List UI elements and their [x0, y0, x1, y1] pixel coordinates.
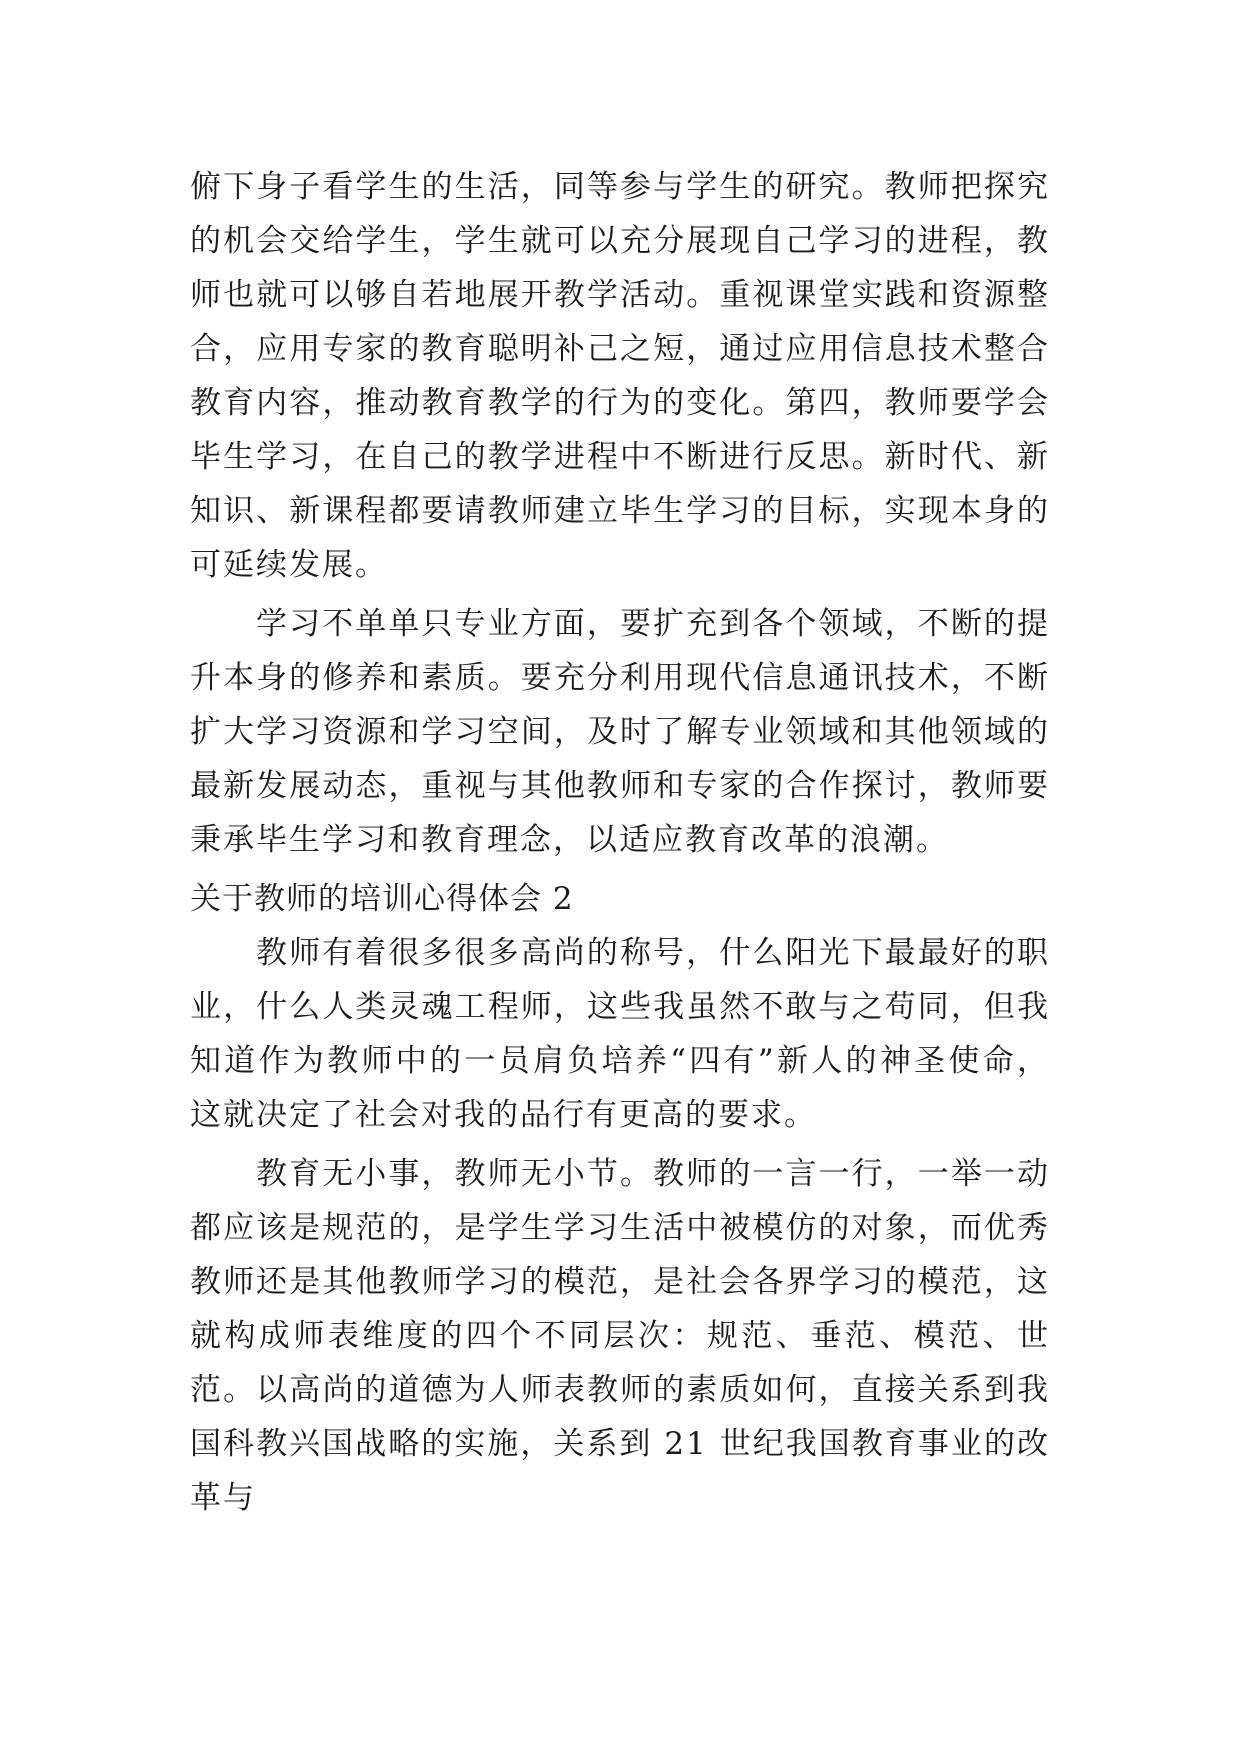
document-body	[190, 160, 1050, 1530]
paragraph-2: 学习不单单只专业方面，要扩充到各个领域，不断的提升本身的修养和素质。要充分利用现代信息通讯技术，不断扩大学习资源和学习空间，及时了解专业领域和其他领域的最新发展动态，重视与其他教师和专家的合作探讨，教师要秉承毕生学习和教育理念，以适应教育改革的浪潮。	[190, 606, 1050, 858]
paragraph-4: 教育无小事，教师无小节。教师的一言一行，一举一动都应该是规范的，是学生学习生活中被模仿的对象，而优秀教师还是其他教师学习的模范，是社会各界学习的模范，这就构成师表维度的四个不同层次：规范、垂范、模范、世范。以高尚的道德为人师表教师的素质如何，直接关系到我国科教兴国战略的实施，关系到 21 世纪我国教育事业的改革与	[190, 1156, 1050, 1516]
section-heading: 关于教师的培训心得体会 2	[190, 881, 574, 917]
paragraph-3: 教师有着很多很多高尚的称号，什么阳光下最最好的职业，什么人类灵魂工程师，这些我虽然不敢与之苟同，但我知道作为教师中的一员肩负培养“四有”新人的神圣使命，这就决定了社会对我的品行有更高的要求。	[190, 935, 1050, 1133]
paragraph-1: 俯下身子看学生的生活，同等参与学生的研究。教师把探究的机会交给学生，学生就可以充分展现自己学习的进程，教师也就可以够自若地展开教学活动。重视课堂实践和资源整合，应用专家的教育聪明补己之短，通过应用信息技术整合教育内容，推动教育教学的行为的变化。第四，教师要学会毕生学习，在自己的教学进程中不断进行反思。新时代、新知识、新课程都要请教师建立毕生学习的目标，实现本身的可延续发展。	[190, 169, 1050, 583]
